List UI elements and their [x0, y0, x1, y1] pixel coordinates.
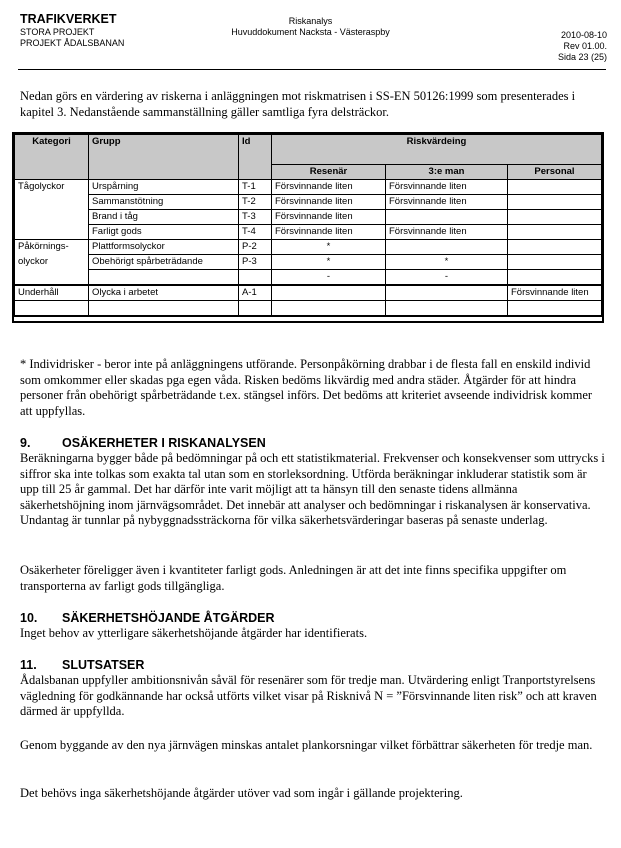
table-row [15, 240, 602, 255]
section-9-title: OSÄKERHETER I RISKANALYSEN [62, 436, 266, 450]
section-11-paragraph-1: Ådalsbanan uppfyller ambitionsnivån såväl för resenärer som för tredje man. Utvärdering enligt Tranportstyrelsens vägledning för godkännande har också utförts vilket visar på Risknivå N = ”Försvinnande liten risk” och att kraven därmed är uppfyllda. [20, 673, 597, 719]
header-resenar: Resenär [272, 165, 386, 180]
header-riskvardering: Riskvärdeing [272, 135, 602, 165]
intro-paragraph: Nedan görs en värdering av riskerna i anläggningen mot riskmatrisen i SS-EN 50126:1999 som presenterades i kapitel 3. Nedanstående sammanställning gäller samtliga fyra delsträckor. [20, 89, 576, 119]
cell-grupp: Plattformsolyckor [89, 240, 239, 255]
footnote-paragraph: * Individrisker - beror inte på anläggningens utförande. Personpåkörning drabbar i de flesta fall en enskild individ som omkommer eller skadas pga egen våda. Risken bedöms likvärdig med andra städer. Åtgärder för att hindra personer från obehörigt spårbeträdande t.ex. stängsel införs. Det bedöms att kriteriet avseende individrisk kommer att uppfyllas. [20, 357, 593, 418]
table-row [15, 285, 602, 301]
section-10-number: 10. [20, 611, 38, 625]
section-11-heading [20, 658, 144, 672]
cell-grupp: Farligt gods [89, 225, 239, 240]
table-row [15, 270, 602, 286]
doc-subtitle: Huvuddokument Nacksta - Västeraspby [231, 27, 390, 37]
table-row [15, 255, 602, 270]
cell-id: T-3 [239, 210, 272, 225]
cell-personal [508, 225, 602, 240]
cell-resenar: * [272, 240, 386, 255]
cell-grupp: Urspårning [89, 180, 239, 195]
cell-personal [508, 240, 602, 255]
doc-date: 2010-08-10 [560, 30, 607, 40]
table-row [15, 225, 602, 240]
section-11-paragraph-2: Genom byggande av den nya järnvägen minskas antalet plankorsningar vilket förbättrar säkerheten för tredje man. [20, 738, 593, 752]
header-personal: Personal [508, 165, 602, 180]
cell-resenar: Försvinnande liten [272, 225, 386, 240]
table-row [15, 301, 602, 317]
cell-kategori [15, 210, 89, 225]
cell-personal: Försvinnande liten [508, 285, 602, 301]
section-11-paragraph-3: Det behövs inga säkerhetshöjande åtgärder utöver vad som ingår i gällande projektering. [20, 786, 463, 800]
cell-tredje-man: - [386, 270, 508, 286]
table-row [15, 210, 602, 225]
cell-kategori [15, 270, 89, 286]
doc-title: Riskanalys [288, 16, 333, 26]
cell-resenar: Försvinnande liten [272, 210, 386, 225]
cell-grupp: Sammanstötning [89, 195, 239, 210]
section-9-number: 9. [20, 436, 31, 450]
header-id: Id [239, 135, 272, 180]
cell-kategori: Underhåll [15, 285, 89, 301]
cell-tredje-man [386, 301, 508, 317]
cell-kategori: olyckor [15, 255, 89, 270]
cell-resenar: - [272, 270, 386, 286]
cell-resenar: * [272, 255, 386, 270]
cell-resenar [272, 285, 386, 301]
table-row [15, 195, 602, 210]
cell-tredje-man: Försvinnande liten [386, 180, 508, 195]
cell-personal [508, 301, 602, 317]
header-right [525, 30, 607, 63]
cell-kategori [15, 301, 89, 317]
cell-id: T-4 [239, 225, 272, 240]
section-10-heading [20, 611, 275, 625]
cell-tredje-man [386, 285, 508, 301]
page-number: Sida 23 (25) [557, 52, 607, 62]
cell-id: P-3 [239, 255, 272, 270]
cell-grupp: Obehörigt spårbeträdande [89, 255, 239, 270]
cell-id: T-2 [239, 195, 272, 210]
table-row [15, 180, 602, 195]
cell-resenar [272, 301, 386, 317]
cell-id: A-1 [239, 285, 272, 301]
cell-personal [508, 210, 602, 225]
cell-id: T-1 [239, 180, 272, 195]
cell-id: P-2 [239, 240, 272, 255]
cell-tredje-man [386, 240, 508, 255]
section-10-title: SÄKERHETSHÖJANDE ÅTGÄRDER [62, 611, 275, 625]
org-division: STORA PROJEKT [20, 27, 95, 37]
cell-tredje-man: Försvinnande liten [386, 225, 508, 240]
cell-kategori: Tågolyckor [15, 180, 89, 195]
section-10-paragraph-1: Inget behov av ytterligare säkerhetshöjande åtgärder har identifierats. [20, 626, 368, 640]
org-name: TRAFIKVERKET [20, 12, 117, 26]
cell-id [239, 270, 272, 286]
header-grupp: Grupp [89, 135, 239, 180]
header-rule [18, 69, 606, 70]
cell-kategori: Påkörnings- [15, 240, 89, 255]
header-kategori: Kategori [15, 135, 89, 180]
section-11-number: 11. [20, 658, 37, 672]
cell-tredje-man: * [386, 255, 508, 270]
doc-revision: Rev 01.00. [563, 41, 607, 51]
cell-resenar: Försvinnande liten [272, 195, 386, 210]
cell-tredje-man [386, 210, 508, 225]
cell-personal [508, 255, 602, 270]
section-9-heading [20, 436, 266, 450]
section-9-paragraph-1: Beräkningarna bygger både på bedömningar på och ett statistikmaterial. Frekvenser och konsekvenser som uttrycks i siffror ska inte tolkas som exakta tal utan som en storleksordning. Utförda beräkningar inkluderar statistik som är upp till 25 år gammal. Det har därför inte varit möjligt att ta hänsyn till den senaste tidens allmänna säkerhetshöjning inom järnvägsområdet. Det innebär att analyser och bedömningar i riskanalysen är konservativa. Undantag är tunnlar på nybyggnadssträckorna för vilka säkerhetsvärderingar baseras på senaste underlag. [20, 451, 605, 528]
cell-personal [508, 195, 602, 210]
cell-kategori [15, 195, 89, 210]
cell-grupp: Brand i tåg [89, 210, 239, 225]
section-11-title: SLUTSATSER [62, 658, 145, 672]
cell-id [239, 301, 272, 317]
cell-kategori [15, 225, 89, 240]
cell-resenar: Försvinnande liten [272, 180, 386, 195]
header-tredje-man: 3:e man [386, 165, 508, 180]
cell-personal [508, 270, 602, 286]
cell-personal [508, 180, 602, 195]
cell-grupp: Olycka i arbetet [89, 285, 239, 301]
cell-grupp [89, 270, 239, 286]
cell-grupp [89, 301, 239, 317]
cell-tredje-man: Försvinnande liten [386, 195, 508, 210]
risk-table [12, 132, 604, 323]
project-name: PROJEKT ÅDALSBANAN [20, 38, 125, 48]
section-9-paragraph-2: Osäkerheter föreligger även i kvantiteter farligt gods. Anledningen är att det inte finns specifika uppgifter om transporterna av farligt gods tillgängliga. [20, 563, 567, 593]
